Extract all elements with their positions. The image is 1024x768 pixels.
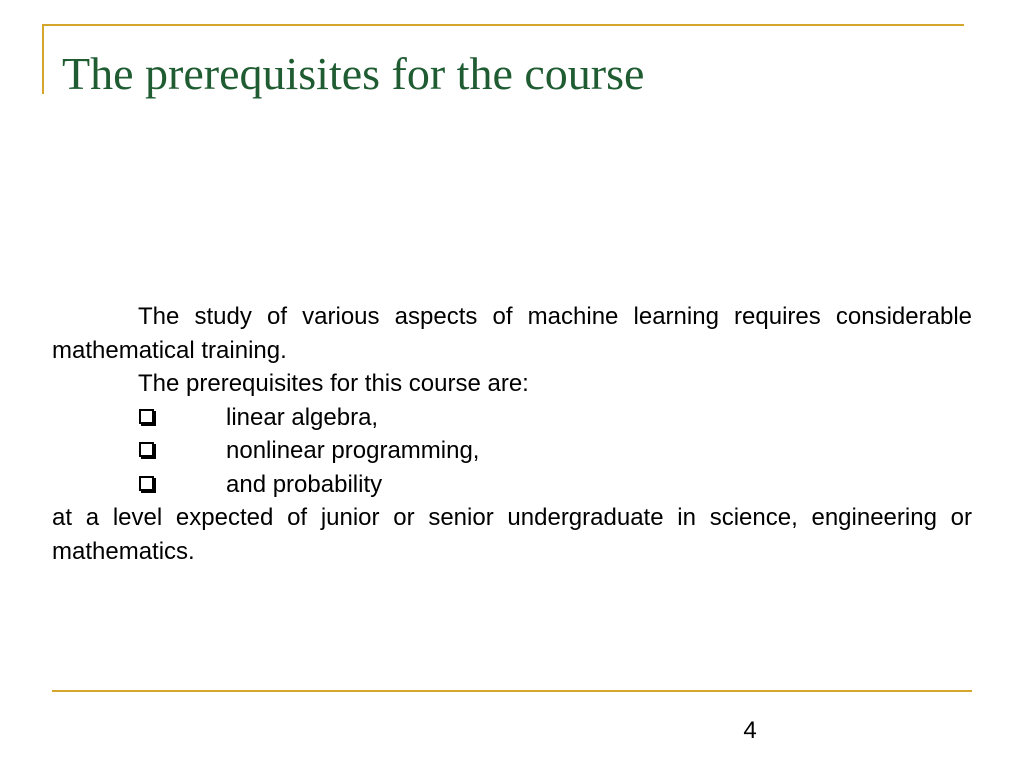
bullet-label: linear algebra, bbox=[226, 403, 379, 431]
square-bullet-icon bbox=[139, 442, 154, 457]
list-item bbox=[52, 434, 972, 468]
bullet-label: and probability bbox=[226, 470, 383, 498]
bullet-label: nonlinear programming, bbox=[226, 437, 480, 464]
prerequisites-lead: The prerequisites for this course are: bbox=[138, 370, 529, 397]
prerequisites-list bbox=[52, 401, 972, 502]
list-item bbox=[52, 401, 972, 435]
square-bullet-icon bbox=[139, 476, 154, 491]
frame-left-line bbox=[42, 24, 44, 94]
square-bullet-icon bbox=[139, 409, 154, 424]
slide-title: The prerequisites for the course bbox=[62, 48, 645, 99]
slide-body bbox=[52, 300, 972, 568]
closing-paragraph: at a level expected of junior or senior undergraduate in science, engineering or mathematics. bbox=[52, 504, 972, 565]
frame-bottom-line bbox=[52, 690, 972, 692]
intro-paragraph: The study of various aspects of machine learning requires considerable mathematical training. bbox=[52, 303, 972, 364]
page-number: 4 bbox=[743, 717, 757, 744]
list-item bbox=[52, 468, 972, 502]
frame-top-line bbox=[42, 24, 964, 26]
